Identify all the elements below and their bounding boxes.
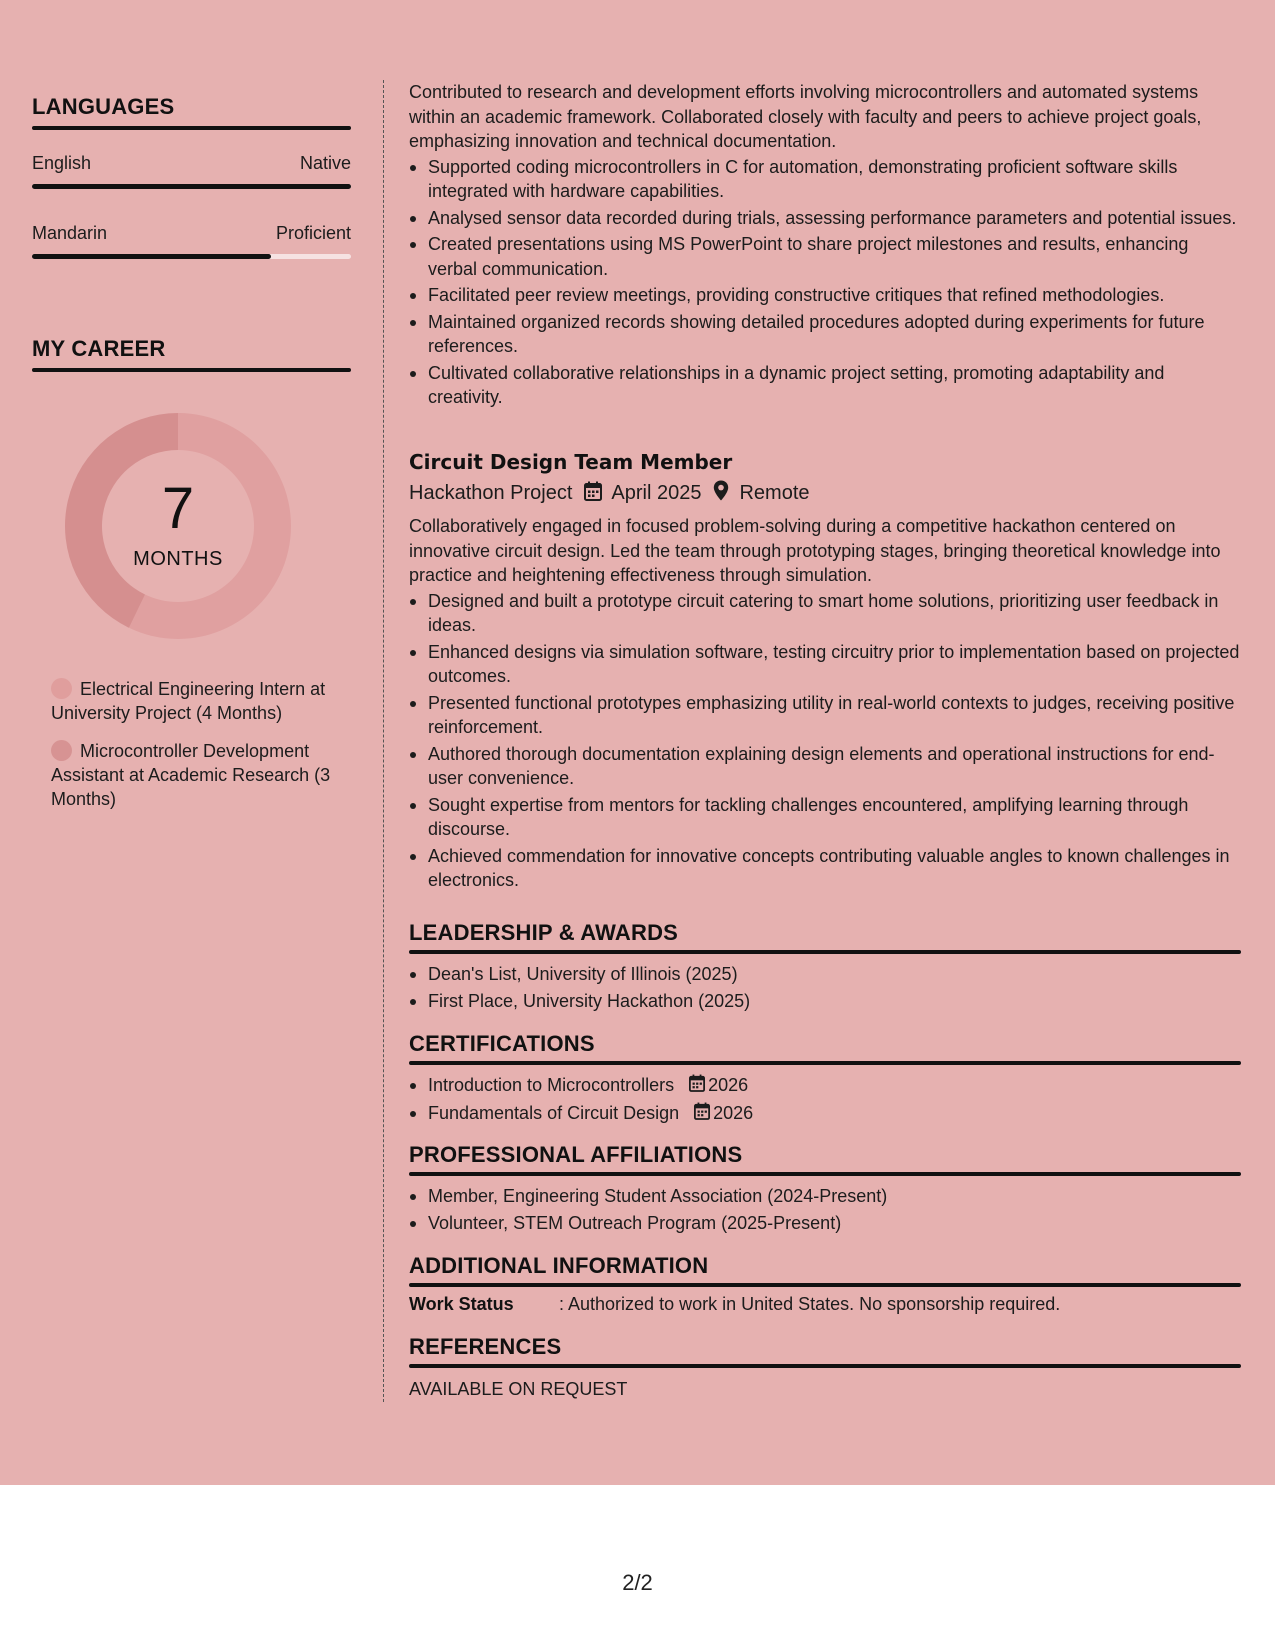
list-item: Sought expertise from mentors for tackling challenges encountered, amplifying learning through discourse. (409, 793, 1241, 842)
references-heading-rule (409, 1364, 1241, 1368)
experience-entry (409, 450, 1241, 893)
list-item: Supported coding microcontrollers in C for automation, demonstrating proficient software skills integrated with hardware capabilities. (409, 155, 1241, 204)
list-item (409, 1101, 1241, 1127)
certification-name: Fundamentals of Circuit Design (428, 1102, 680, 1123)
additional-info-section (409, 1253, 1241, 1315)
column-divider (383, 80, 384, 1402)
experience-bullets (409, 155, 1241, 410)
certification-year: 2026 (713, 1102, 754, 1123)
additional-info-heading-rule (409, 1283, 1241, 1287)
language-level: Native (299, 153, 351, 173)
legend-dot (51, 678, 72, 699)
list-item: Presented functional prototypes emphasizing utility in real-world contexts to judges, receiving positive reinforcement. (409, 691, 1241, 740)
awards-heading-rule (409, 950, 1241, 954)
list-item: Authored thorough documentation explaining design elements and operational instructions for end-user convenience. (409, 742, 1241, 791)
language-name: Mandarin (32, 223, 108, 243)
language-proficiency-bar (32, 254, 351, 259)
certifications-list (409, 1073, 1241, 1126)
career-heading: MY CAREER (32, 336, 166, 361)
work-status-value: : Authorized to work in United States. No sponsorship required. (559, 1294, 1061, 1314)
language-level: Proficient (275, 223, 351, 243)
affiliations-list (409, 1184, 1241, 1235)
certification-year: 2026 (708, 1075, 749, 1095)
list-item: Dean's List, University of Illinois (2025) (409, 962, 1241, 987)
job-date: April 2025 (611, 482, 702, 504)
list-item: Volunteer, STEM Outreach Program (2025-Present) (409, 1211, 1241, 1236)
language-item (32, 223, 351, 259)
languages-heading: LANGUAGES (32, 94, 175, 119)
career-legend-item (51, 739, 351, 811)
experience-entry (409, 80, 1241, 410)
job-location: Remote (739, 482, 810, 504)
career-donut-chart (65, 413, 291, 639)
certifications-heading-rule (409, 1061, 1241, 1065)
list-item: Member, Engineering Student Association (2024-Present) (409, 1184, 1241, 1209)
work-status-label: Work Status (409, 1294, 514, 1314)
affiliations-heading: PROFESSIONAL AFFILIATIONS (409, 1142, 743, 1167)
references-text: AVAILABLE ON REQUEST (409, 1379, 628, 1399)
career-section (32, 336, 351, 372)
calendar-icon (689, 1074, 705, 1099)
list-item: Cultivated collaborative relationships in a dynamic project setting, promoting adaptability and creativity. (409, 361, 1241, 410)
job-title: Circuit Design Team Member (409, 450, 733, 474)
career-legend-text: Electrical Engineering Intern at University Project (4 Months) (51, 679, 326, 723)
career-legend-item (51, 677, 351, 725)
job-organization: Hackathon Project (409, 482, 573, 504)
language-name: English (32, 153, 92, 173)
certification-name: Introduction to Microcontrollers (428, 1075, 675, 1095)
languages-heading-rule (32, 126, 351, 130)
affiliations-section (409, 1142, 1241, 1235)
career-total-months: 7 (161, 476, 195, 541)
calendar-icon (584, 481, 602, 507)
calendar-icon (694, 1102, 710, 1127)
list-item: Facilitated peer review meetings, providing constructive critiques that refined methodologies. (409, 283, 1241, 308)
list-item: First Place, University Hackathon (2025) (409, 989, 1241, 1014)
list-item: Designed and built a prototype circuit catering to smart home solutions, prioritizing user feedback in ideas. (409, 589, 1241, 638)
page-number: 2/2 (622, 1570, 653, 1595)
job-bullets (409, 589, 1241, 893)
language-proficiency-bar (32, 184, 351, 189)
list-item: Enhanced designs via simulation software, testing circuitry prior to implementation based on projected outcomes. (409, 640, 1241, 689)
certifications-section (409, 1031, 1241, 1126)
awards-section (409, 920, 1241, 1013)
job-meta (409, 480, 1241, 507)
list-item: Achieved commendation for innovative concepts contributing valuable angles to known challenges in electronics. (409, 844, 1241, 893)
additional-info-heading: ADDITIONAL INFORMATION (409, 1253, 709, 1278)
career-total-unit: MONTHS (133, 548, 223, 570)
experience-summary: Contributed to research and development efforts involving microcontrollers and automated systems within an academic framework. Collaborated closely with faculty and peers to achieve project goals, emphasizing innovation and technical documentation. (409, 82, 1202, 151)
language-item (32, 153, 351, 189)
language-proficiency-fill (32, 254, 271, 259)
work-status-row (409, 1294, 1241, 1315)
legend-dot (51, 740, 72, 761)
list-item: Maintained organized records showing detailed procedures adopted during experiments for future references. (409, 310, 1241, 359)
references-heading: REFERENCES (409, 1334, 562, 1359)
list-item: Analysed sensor data recorded during trials, assessing performance parameters and potential issues. (409, 206, 1241, 231)
affiliations-heading-rule (409, 1172, 1241, 1176)
certifications-heading: CERTIFICATIONS (409, 1031, 595, 1056)
languages-section (32, 94, 351, 130)
awards-heading: LEADERSHIP & AWARDS (409, 920, 679, 945)
language-proficiency-fill (32, 184, 351, 189)
list-item (409, 1073, 1241, 1099)
career-heading-rule (32, 368, 351, 372)
job-summary: Collaboratively engaged in focused problem-solving during a competitive hackathon centered on innovative circuit design. Led the team through prototyping stages, bringing theoretical knowledge into practice and heightening effectiveness through simulation. (409, 516, 1221, 585)
location-pin-icon (713, 480, 729, 507)
awards-list (409, 962, 1241, 1013)
list-item: Created presentations using MS PowerPoint to share project milestones and results, enhancing verbal communication. (409, 232, 1241, 281)
references-section (409, 1334, 1241, 1400)
career-legend-text: Microcontroller Development Assistant at Academic Research (3 Months) (51, 741, 331, 809)
